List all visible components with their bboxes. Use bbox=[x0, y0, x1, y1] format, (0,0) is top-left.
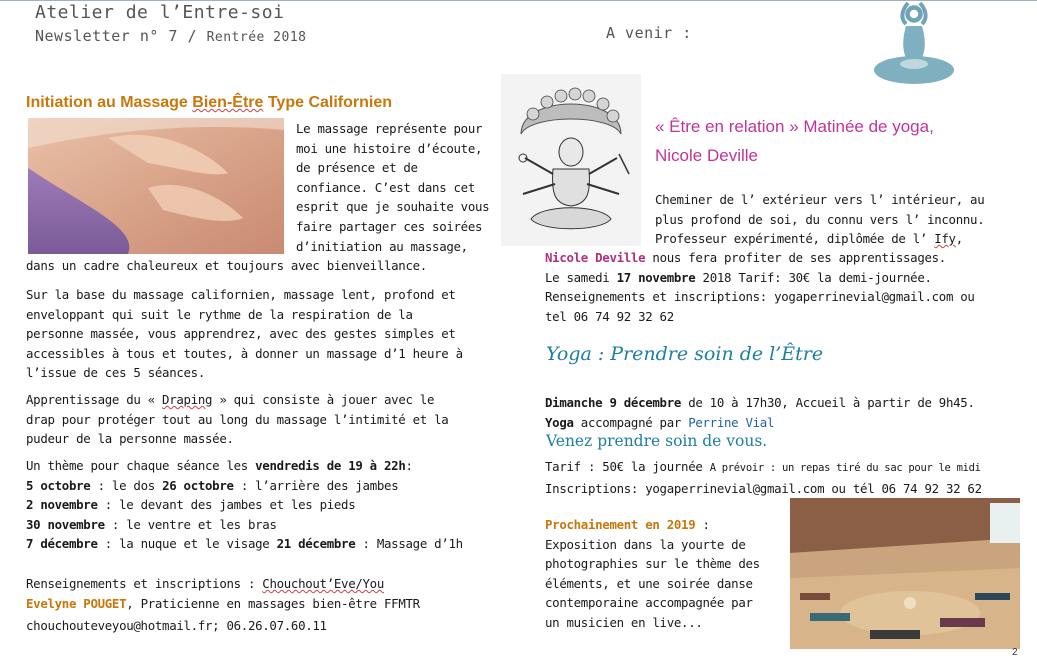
text-line: personne massée, vous apprendrez, avec des gestes simples et bbox=[26, 326, 456, 342]
text-line: plus profond de soi, du connu vers l’ inconnu. bbox=[655, 211, 985, 227]
newsletter-title: Atelier de l’Entre-soi bbox=[35, 2, 285, 23]
text-line: faire partager ces soirées bbox=[296, 218, 483, 234]
ify-word: Ify bbox=[934, 231, 956, 247]
schedule-date: 21 décembre bbox=[276, 536, 356, 552]
text-line: Cheminer de l’ extérieur vers l’ intérieur, au bbox=[655, 192, 985, 207]
text-part: Un thème pour chaque séance les bbox=[26, 458, 256, 473]
text-line: l’issue de ces 5 séances. bbox=[26, 365, 205, 381]
teacher-line bbox=[545, 413, 975, 433]
yoga-event-title bbox=[655, 112, 934, 170]
issue-label: Newsletter n° 7 / bbox=[35, 27, 207, 45]
text-line: moi une histoire d’écoute, bbox=[296, 140, 483, 156]
yoga-day-title: Yoga : Prendre soin de l’Être bbox=[546, 343, 824, 365]
info-line: tel 06 74 92 32 62 bbox=[545, 308, 674, 324]
title-part: Initiation au Massage bbox=[26, 94, 193, 111]
massage-schedule bbox=[26, 456, 463, 554]
schedule-row bbox=[26, 515, 463, 535]
text-line: contemporaine accompagnée par bbox=[545, 595, 753, 611]
info-line: Renseignements et inscriptions: yogaperrinevial@gmail.com ou bbox=[545, 289, 975, 305]
text-line: accessibles à tous et toutes, à donner un massage d’1 heure à bbox=[26, 345, 463, 361]
text-part: 2018 Tarif: 30€ la demi-journée. bbox=[695, 269, 932, 285]
title-line: « Être en relation » Matinée de yoga, bbox=[655, 117, 934, 136]
schedule-topic: : le dos bbox=[90, 477, 163, 493]
newsletter-subtitle bbox=[35, 27, 306, 45]
schedule-row bbox=[26, 534, 463, 554]
schedule-row bbox=[26, 495, 463, 515]
tarif-line bbox=[545, 457, 982, 479]
text-line: Exposition dans la yourte de bbox=[545, 536, 746, 552]
schedule-date: 2 novembre bbox=[26, 497, 98, 513]
text-part: , bbox=[955, 231, 963, 247]
text-part: : bbox=[405, 458, 413, 473]
massage-photo bbox=[28, 118, 284, 254]
title-line: Nicole Deville bbox=[655, 146, 758, 165]
yurt-photo bbox=[790, 498, 1020, 649]
yoga-logo-icon bbox=[872, 0, 956, 88]
text-line: pudeur de la personne massée. bbox=[26, 431, 234, 447]
text-line: Sur la base du massage californien, massage lent, profond et bbox=[26, 287, 456, 302]
yoga-day-pricing bbox=[545, 457, 982, 498]
practitioner-line bbox=[26, 594, 420, 614]
schedule-topic: : l’arrière des jambes bbox=[233, 477, 399, 493]
schedule-row bbox=[26, 476, 463, 496]
text-part: » qui consiste à jouer avec le bbox=[212, 392, 435, 407]
text-part: de 10 à 17h30, Accueil à partir de 9h45. bbox=[681, 395, 975, 410]
text-line: drap pour protéger tout au long du massage l’intimité et la bbox=[26, 411, 449, 427]
inscription-line: Inscriptions: yogaperrinevial@gmail.com ou tél 06 74 92 32 62 bbox=[545, 480, 982, 496]
text-part: , Praticienne en massages bien-être FFMTR bbox=[126, 595, 420, 611]
text-part: Renseignements et inscriptions : bbox=[26, 576, 263, 591]
text-line bbox=[26, 390, 448, 410]
text-line: d’initiation au massage, bbox=[296, 238, 468, 254]
text-line: Le massage représente pour bbox=[296, 121, 483, 136]
date-line bbox=[545, 268, 975, 288]
text-part: accompagné par bbox=[573, 414, 689, 430]
massage-paragraph-3 bbox=[26, 390, 448, 449]
massage-intro-last: dans un cadre chaleureux et toujours avec bienveillance. bbox=[26, 258, 427, 273]
schedule-topic: : le ventre et les bras bbox=[104, 516, 277, 532]
teacher-line bbox=[545, 248, 975, 268]
schedule-topic: : Massage d’1h bbox=[355, 536, 463, 552]
draping-word: Draping bbox=[162, 392, 213, 407]
schedule-topic: : la nuque et le visage bbox=[97, 536, 277, 552]
contact-line bbox=[26, 574, 420, 594]
schedule-topic: : le devant des jambes et les pieds bbox=[97, 497, 356, 513]
text-line: un musicien en live... bbox=[545, 614, 703, 630]
massage-section-title bbox=[26, 94, 392, 112]
upcoming-section bbox=[545, 515, 760, 633]
text-part: : bbox=[695, 517, 710, 532]
event-date: 17 novembre bbox=[616, 269, 696, 285]
coming-heading: A venir : bbox=[606, 24, 692, 42]
page-number: 2 bbox=[1012, 647, 1018, 658]
business-name: Chouchout’Eve/You bbox=[262, 576, 384, 591]
yoga-details bbox=[545, 248, 975, 326]
yoga-word: Yoga bbox=[545, 414, 574, 430]
schedule-intro bbox=[26, 456, 463, 476]
text-part: Professeur expérimenté, diplômée de l’ bbox=[655, 231, 935, 247]
teacher-name: Perrine Vial bbox=[688, 414, 775, 430]
title-part-underlined: Bien-Être bbox=[192, 94, 264, 111]
text-line: enveloppant qui suit le rythme de la respiration de la bbox=[26, 306, 413, 322]
email-phone: chouchouteveyou@hotmail.fr; 06.26.07.60.11 bbox=[26, 618, 327, 634]
yoga-tagline: Venez prendre soin de vous. bbox=[546, 432, 768, 450]
event-date: Dimanche 9 décembre bbox=[545, 395, 682, 410]
upcoming-heading: Prochainement en 2019 bbox=[545, 517, 696, 532]
yoga-day-details bbox=[545, 393, 975, 432]
tarif-note: A prévoir : un repas tiré du sac pour le midi bbox=[709, 462, 981, 474]
text-line: éléments, et une soirée danse bbox=[545, 575, 753, 591]
schedule-date: 26 octobre bbox=[162, 477, 234, 493]
text-part: Le samedi bbox=[545, 269, 617, 285]
title-part: Type Californien bbox=[263, 94, 392, 111]
text-line bbox=[655, 229, 984, 249]
schedule-date: 7 décembre bbox=[26, 536, 98, 552]
massage-intro bbox=[296, 119, 489, 256]
yoga-description bbox=[655, 190, 984, 249]
text-line: esprit que je souhaite vous bbox=[296, 199, 490, 215]
massage-paragraph-2 bbox=[26, 285, 463, 383]
teacher-name: Nicole Deville bbox=[545, 250, 646, 265]
deity-illustration bbox=[501, 74, 641, 246]
date-line bbox=[545, 393, 975, 413]
season-label: Rentrée 2018 bbox=[206, 30, 307, 45]
schedule-time: vendredis de 19 à 22h bbox=[255, 458, 406, 473]
text-line: de présence et de bbox=[296, 160, 418, 176]
text-line: photographies sur le thème des bbox=[545, 556, 760, 572]
text-part: nous fera profiter de ses apprentissages. bbox=[645, 250, 946, 265]
schedule-date: 30 novembre bbox=[26, 516, 105, 532]
upcoming-title bbox=[545, 515, 760, 535]
massage-contact bbox=[26, 574, 420, 636]
schedule-date: 5 octobre bbox=[26, 477, 91, 493]
text-line: confiance. C’est dans cet bbox=[296, 179, 475, 195]
text-part: Tarif : 50€ la journée bbox=[545, 459, 710, 474]
practitioner-name: Evelyne POUGET bbox=[26, 595, 127, 611]
text-part: Apprentissage du « bbox=[26, 392, 163, 407]
